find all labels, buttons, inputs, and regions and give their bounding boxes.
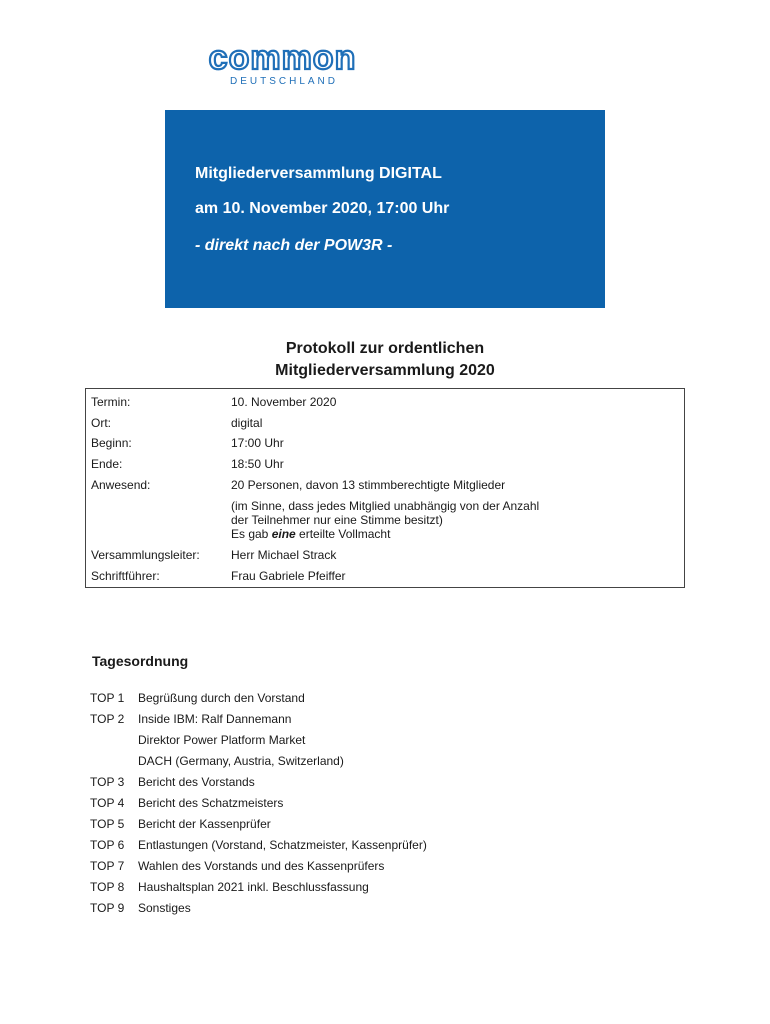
banner-title: Mitgliederversammlung DIGITAL xyxy=(195,165,442,182)
agenda-item-text: Sonstiges xyxy=(138,901,191,915)
agenda-heading: Tagesordnung xyxy=(92,653,189,669)
agenda-item-text: Bericht des Vorstands xyxy=(138,775,255,789)
info-value: 20 Personen, davon 13 stimmberechtigte Mitglieder xyxy=(231,478,506,492)
agenda-item-text: Bericht des Schatzmeisters xyxy=(138,796,284,810)
document-title-line2: Mitgliederversammlung 2020 xyxy=(275,362,495,379)
logo-wordmark: common xyxy=(208,39,357,77)
vollmacht-post: erteilte Vollmacht xyxy=(295,527,391,541)
info-value: digital xyxy=(231,416,263,430)
info-label: Ort: xyxy=(91,416,111,430)
meeting-info-box xyxy=(85,388,685,588)
info-note: (im Sinne, dass jedes Mitglied unabhängig von der Anzahl xyxy=(231,499,540,513)
agenda-item-text: Inside IBM: Ralf Dannemann xyxy=(138,712,292,726)
event-banner xyxy=(165,110,605,308)
info-label: Schriftführer: xyxy=(91,569,160,583)
vollmacht-pre: Es gab xyxy=(231,527,272,541)
info-value: Frau Gabriele Pfeiffer xyxy=(231,569,346,583)
document-title-line1: Protokoll zur ordentlichen xyxy=(285,340,485,357)
info-label: Beginn: xyxy=(91,436,132,450)
info-value: Herr Michael Strack xyxy=(231,548,337,562)
info-label: Versammlungsleiter: xyxy=(91,548,200,562)
agenda-item-text: Haushaltsplan 2021 inkl. Beschlussfassung xyxy=(138,880,369,894)
info-value: 18:50 Uhr xyxy=(231,457,284,471)
agenda-item-code: TOP 3 xyxy=(90,775,125,789)
agenda-item-text: DACH (Germany, Austria, Switzerland) xyxy=(138,754,344,768)
info-value: 17:00 Uhr xyxy=(231,436,284,450)
agenda-item-code: TOP 7 xyxy=(90,859,125,873)
agenda-item-text: Begrüßung durch den Vorstand xyxy=(138,691,305,705)
agenda-item-code: TOP 1 xyxy=(90,691,125,705)
info-label: Termin: xyxy=(91,395,131,409)
logo-subtitle: DEUTSCHLAND xyxy=(229,76,338,87)
agenda-item-code: TOP 5 xyxy=(90,817,125,831)
agenda-item-code: TOP 2 xyxy=(90,712,125,726)
agenda-item-text: Bericht der Kassenprüfer xyxy=(138,817,271,831)
info-value: 10. November 2020 xyxy=(231,395,337,409)
banner-subtitle: - direkt nach der POW3R - xyxy=(195,237,393,254)
info-vollmacht xyxy=(231,527,390,541)
agenda-item-code: TOP 4 xyxy=(90,796,125,810)
info-label: Anwesend: xyxy=(91,478,151,492)
agenda-item-code: TOP 6 xyxy=(90,838,125,852)
agenda-item-text: Entlastungen (Vorstand, Schatzmeister, Kassenprüfer) xyxy=(138,838,427,852)
agenda-item-code: TOP 8 xyxy=(90,880,125,894)
agenda-item-text: Wahlen des Vorstands und des Kassenprüfers xyxy=(138,859,385,873)
banner-date: am 10. November 2020, 17:00 Uhr xyxy=(195,200,450,217)
document-title xyxy=(180,338,590,382)
agenda-item-code: TOP 9 xyxy=(90,901,125,915)
info-note: der Teilnehmer nur eine Stimme besitzt) xyxy=(231,513,443,527)
vollmacht-emphasis: eine xyxy=(271,527,296,541)
info-label: Ende: xyxy=(91,457,123,471)
agenda-item-text: Direktor Power Platform Market xyxy=(138,733,306,747)
common-logo xyxy=(195,40,370,90)
